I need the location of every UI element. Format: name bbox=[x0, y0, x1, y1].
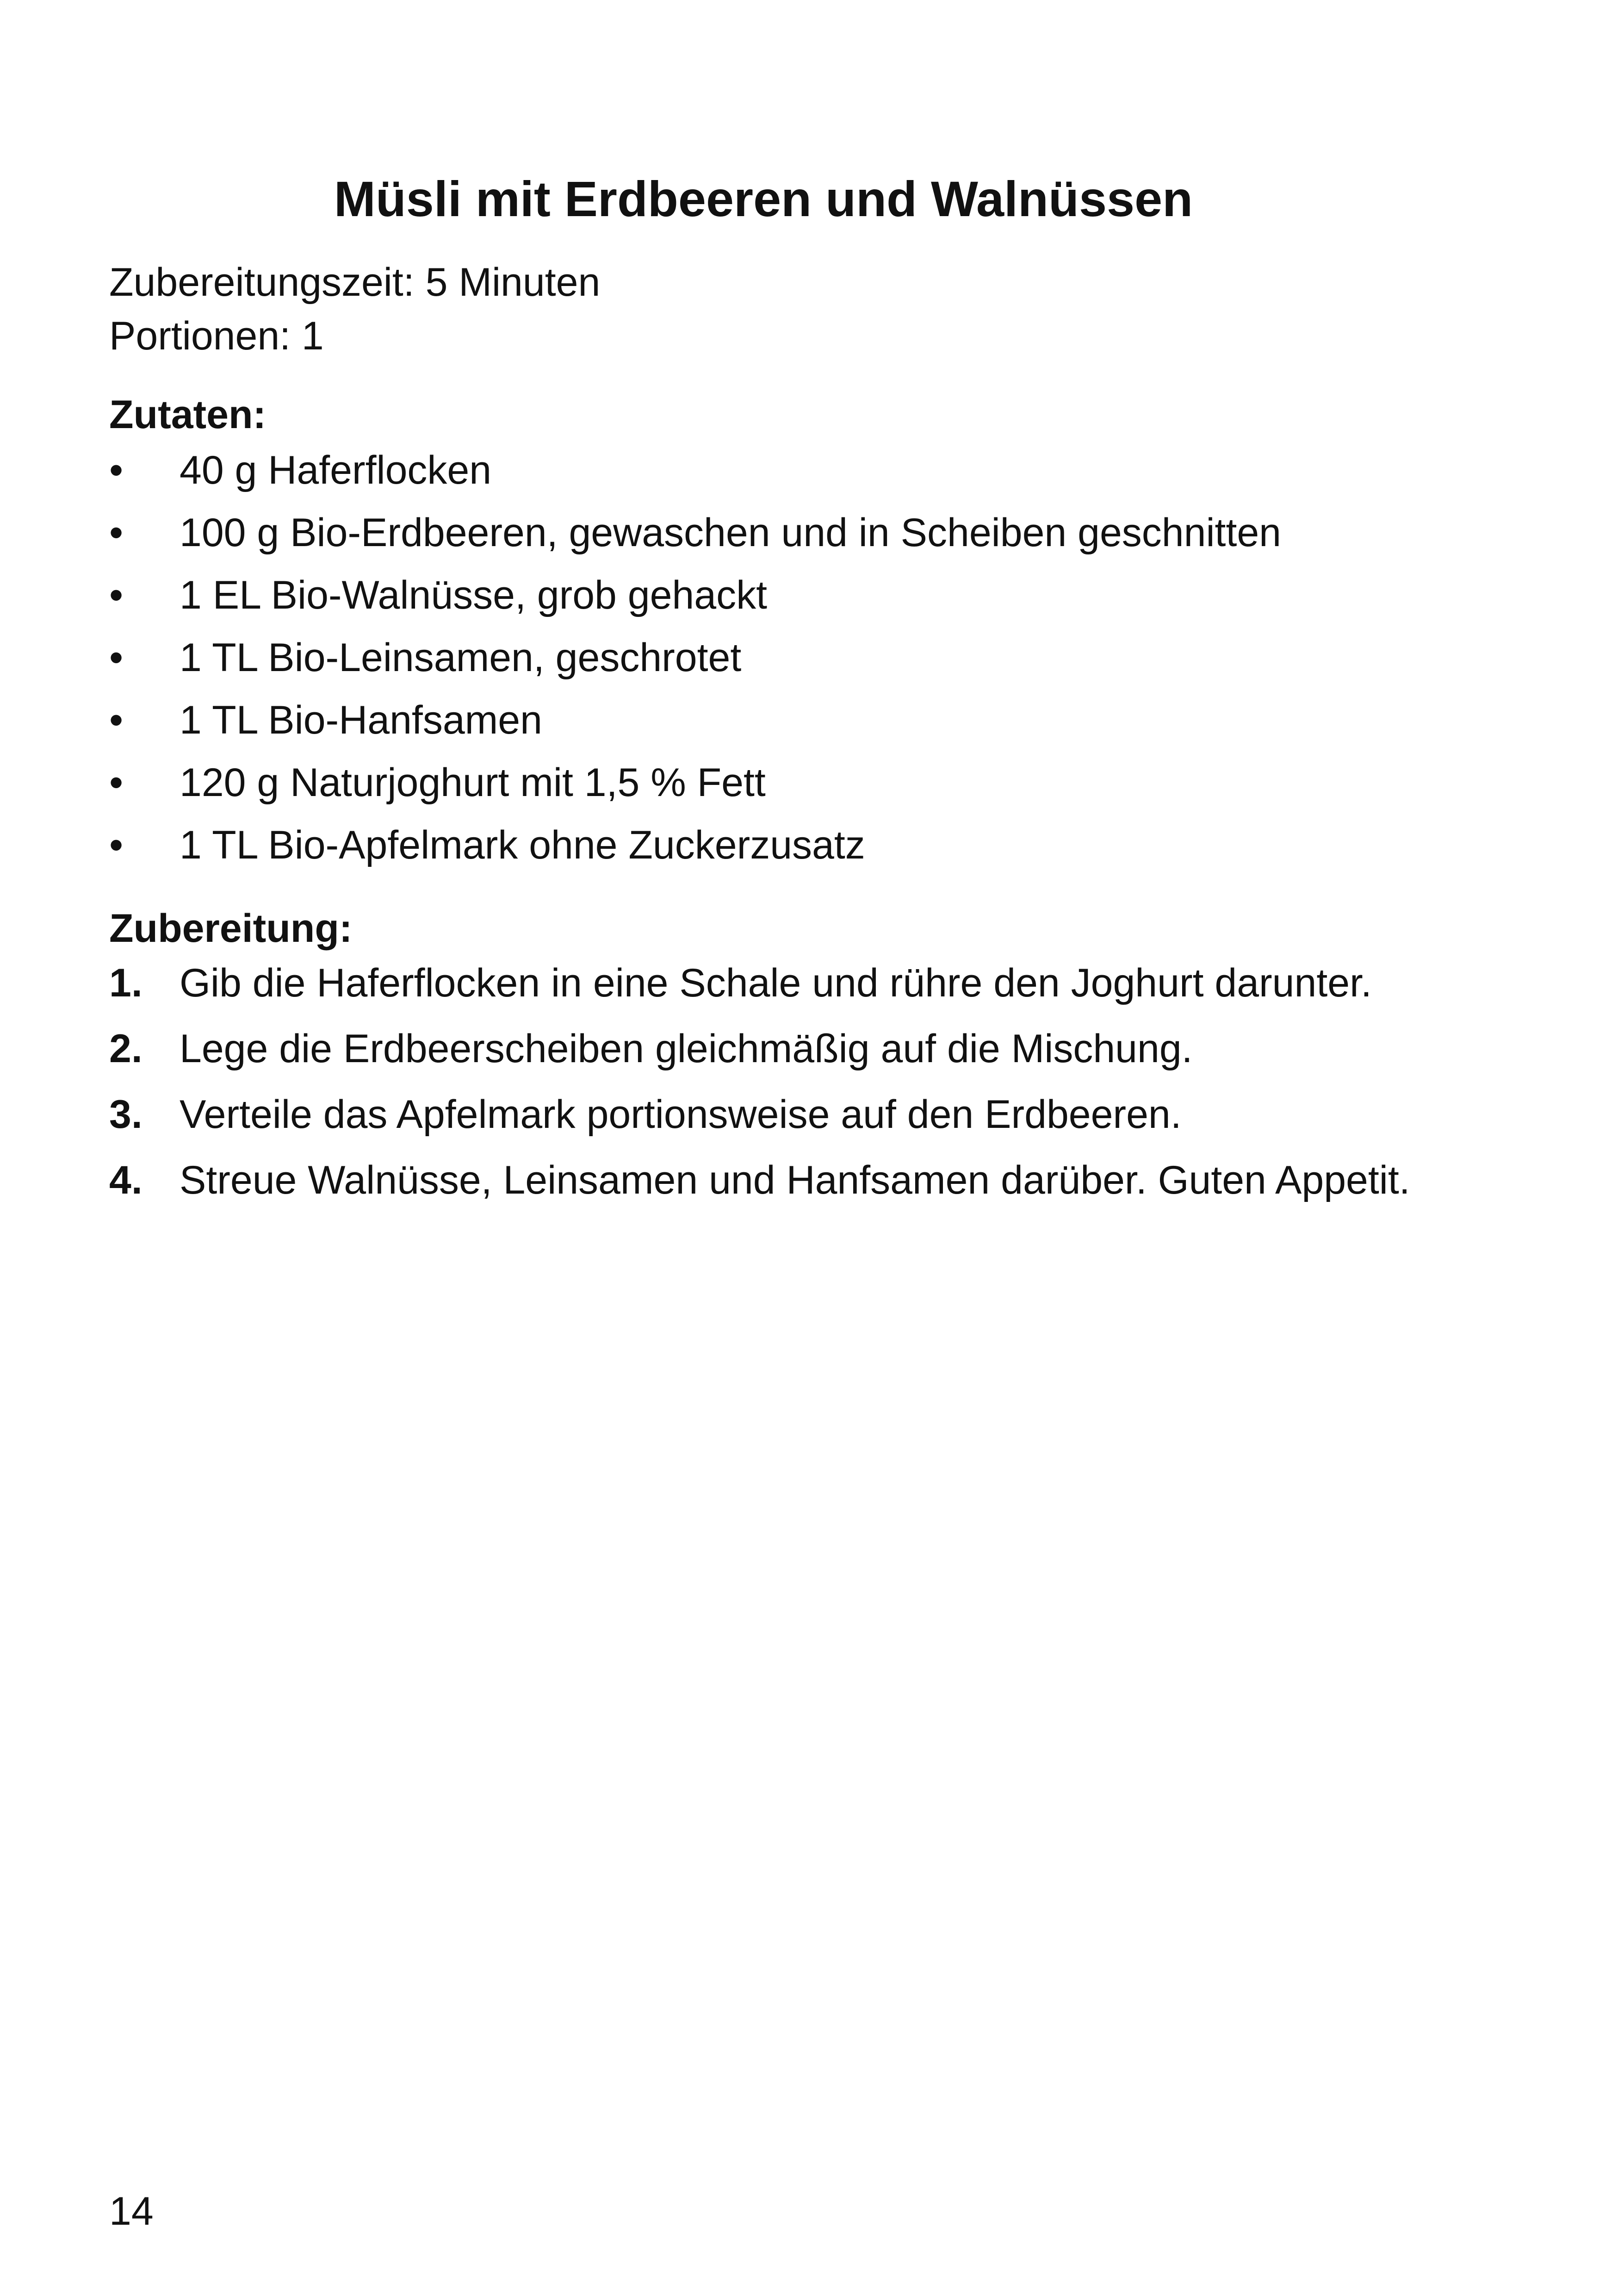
bullet-icon: • bbox=[109, 635, 124, 680]
ingredient-item bbox=[109, 506, 1281, 568]
step-text: Streue Walnüsse, Leinsamen und Hanfsamen darüber. Guten Appetit. bbox=[180, 1158, 1410, 1202]
bullet-icon: • bbox=[109, 448, 124, 492]
portions: Portionen: 1 bbox=[109, 314, 324, 358]
ingredients-list bbox=[109, 443, 1281, 881]
preparation-steps-list bbox=[109, 956, 1410, 1219]
step-number: 2. bbox=[109, 1027, 143, 1071]
bullet-icon: • bbox=[109, 760, 124, 805]
page-number: 14 bbox=[109, 2189, 154, 2234]
bullet-icon: • bbox=[109, 573, 124, 617]
ingredient-text: 1 TL Bio-Apfelmark ohne Zuckerzusatz bbox=[180, 823, 865, 867]
ingredient-item bbox=[109, 631, 1281, 693]
ingredient-text: 100 g Bio-Erdbeeren, gewaschen und in Scheiben geschnitten bbox=[180, 510, 1281, 555]
bullet-icon: • bbox=[109, 698, 124, 742]
ingredient-item bbox=[109, 443, 1281, 506]
step-text: Gib die Haferflocken in eine Schale und rühre den Joghurt darunter. bbox=[180, 961, 1372, 1005]
preparation-time: Zubereitungszeit: 5 Minuten bbox=[109, 260, 601, 305]
ingredient-text: 1 TL Bio-Hanfsamen bbox=[180, 698, 542, 742]
ingredient-text: 40 g Haferflocken bbox=[180, 448, 492, 492]
step-number: 4. bbox=[109, 1158, 143, 1202]
recipe-title: Müsli mit Erdbeeren und Walnüssen bbox=[334, 171, 1193, 227]
ingredient-item bbox=[109, 693, 1281, 756]
ingredient-text: 1 EL Bio-Walnüsse, grob gehackt bbox=[180, 573, 767, 617]
step-text: Lege die Erdbeerscheiben gleichmäßig auf die Mischung. bbox=[180, 1027, 1193, 1071]
ingredient-text: 120 g Naturjoghurt mit 1,5 % Fett bbox=[180, 760, 766, 805]
ingredients-heading: Zutaten: bbox=[109, 392, 267, 437]
step-item bbox=[109, 1153, 1410, 1219]
step-item bbox=[109, 956, 1410, 1022]
bullet-icon: • bbox=[109, 823, 124, 867]
ingredient-text: 1 TL Bio-Leinsamen, geschrotet bbox=[180, 635, 742, 680]
ingredient-item bbox=[109, 568, 1281, 631]
step-number: 3. bbox=[109, 1092, 143, 1137]
bullet-icon: • bbox=[109, 510, 124, 555]
step-item bbox=[109, 1022, 1410, 1088]
preparation-heading: Zubereitung: bbox=[109, 906, 353, 951]
ingredient-item bbox=[109, 756, 1281, 818]
step-item bbox=[109, 1088, 1410, 1153]
step-text: Verteile das Apfelmark portionsweise auf den Erdbeeren. bbox=[180, 1092, 1182, 1137]
step-number: 1. bbox=[109, 961, 143, 1005]
ingredient-item bbox=[109, 818, 1281, 881]
